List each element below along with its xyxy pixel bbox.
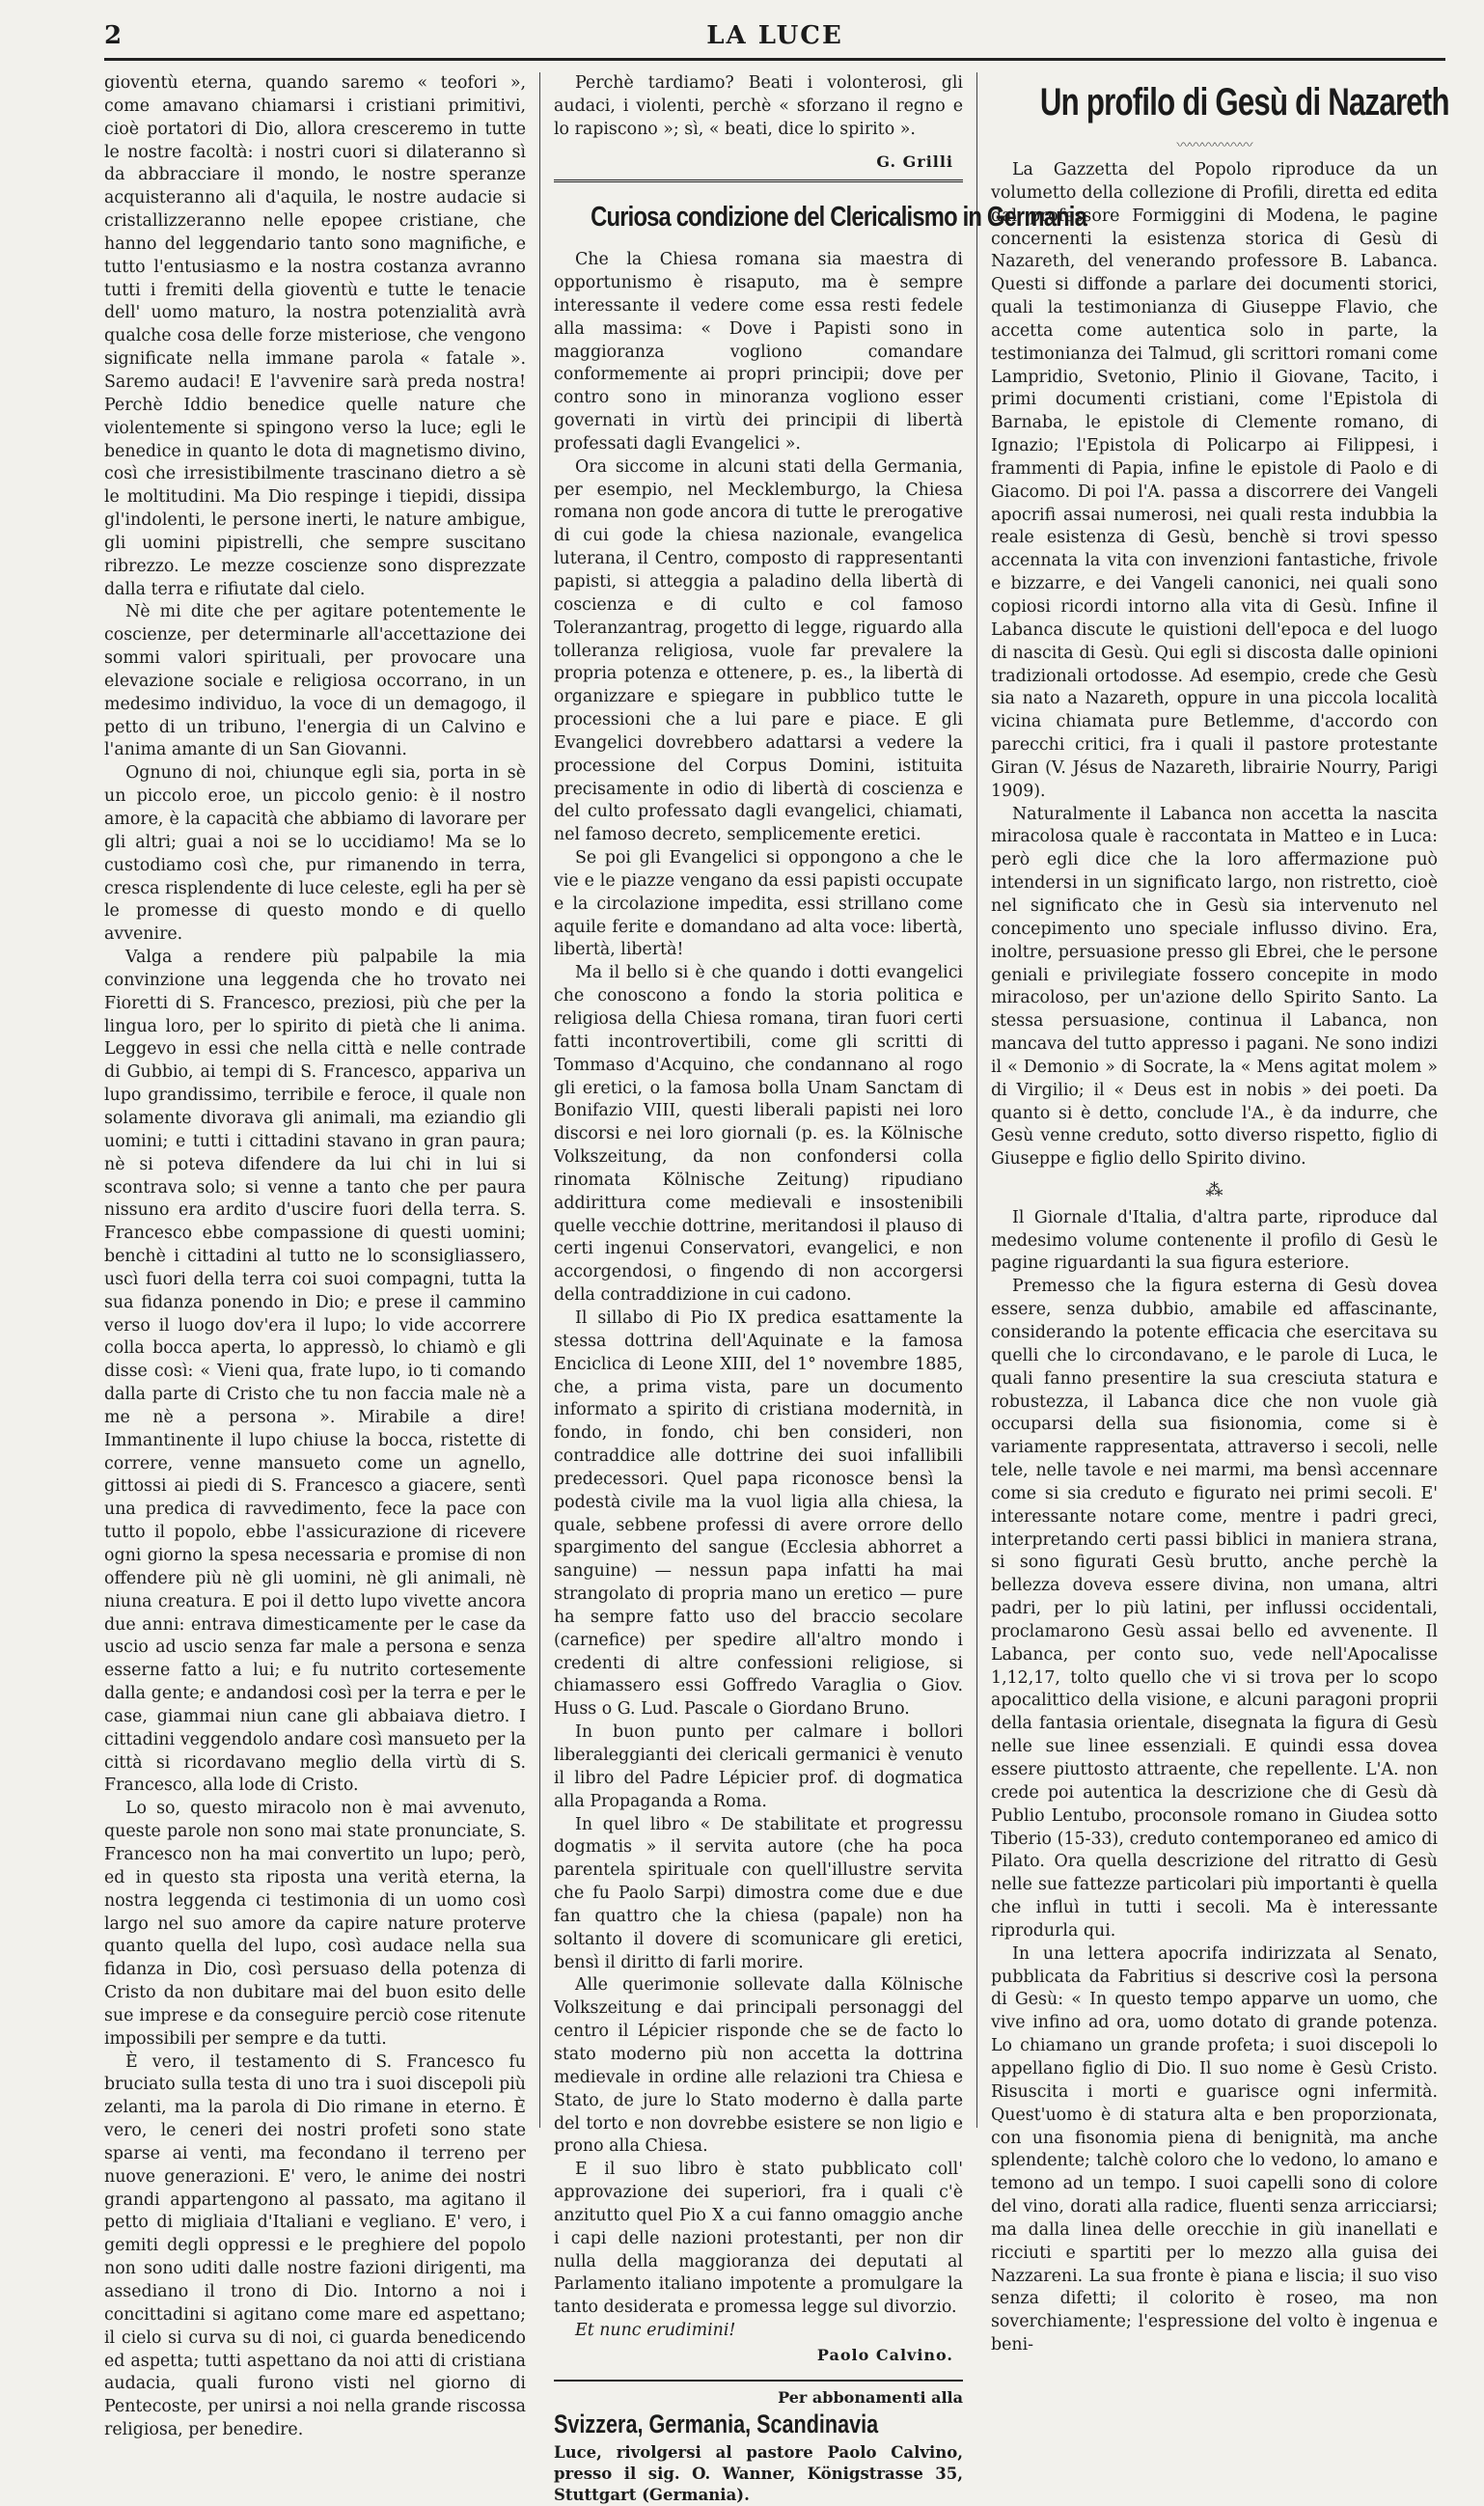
paragraph: Ora siccome in alcuni stati della Germania, per esempio, nel Mecklemburgo, la Chiesa romana non gode ancora di tutte le prerogative di cui gode la chiesa nazionale, evangelica luterana, il Centro, composto di rappresentanti papisti, si atteggia a paladino della libertà di coscienza e di culto e col famoso Toleranzantrag, progetto di legge, riguardo alla tolleranza religiosa, vuole far prevalere la propria potenza e ottenere, p. es., la libertà di organizzare e spiegare in pubblico tutte le processioni che a lui pare e piace. E gli Evangelici dovrebbero adattarsi a vedere la processione del Corpus Domini, istituita precisamente in odio di libertà di coscienza e del culto professato dagli evangelici, chiamati, nel famoso decreto, semplicemente eretici. xyxy=(554,456,963,845)
paragraph: Ma il bello si è che quando i dotti evangelici che conoscono a fondo la storia politica e religiosa della Chiesa romana, tiran fuori certi fatti incontrovertibili, come gli scritti di Tommaso d'Acquino, che condannano al rogo gli eretici, o la famosa bolla Unam Sanctam di Bonifazio VIII, questi liberali papisti nei loro discorsi e nei loro giornali (p. es. la Kölnische Volkszeitung, da non confondersi colla rinomata Kölnische Zeitung) ripudiano addirittura come medievali e insostenibili quelle vecchie dottrine, meritandosi il plauso di certi ingenui Conservatori, evangelici, e non accorgendosi, o fingendo di non accorgersi della contraddizione in cui cadono. xyxy=(554,963,963,1306)
paragraph: Che la Chiesa romana sia maestra di opportunismo è risaputo, ma è sempre interessante il vedere come essa resti fedele alla massima: « Dove i Papisti sono in maggioranza vogliono comandare conformemente ai propri principii; dove per contro sono in minoranza vogliono esser governati in virtù dei principii di libertà professati dagli Evangelici ». xyxy=(554,250,963,454)
paragraph: Premesso che la figura esterna di Gesù dovea essere, senza dubbio, amabile ed affascinante, considerando la potente efficacia che esercitava su quelli che lo circondavano, e le parole di Luca, le quali fanno presentire la sua cresciuta statura e robustezza, il Labanca dice che non vuole già occuparsi della sua fisionomia, come si è variamente rappresentata, attraverso i secoli, nelle tele, nelle tavole e nei marmi, ma bensì accennare come si sia creduto e figurato nei primi secoli. E' interessante notare come, mentre i padri greci, interpretando certi passi biblici in maniera strana, si sono figurati Gesù brutto, anche perchè la bellezza doveva essere divina, non umana, altri padri, per lo più latini, per influssi occidentali, proclamarono Gesù assai bello ed avvenente. Il Labanca, per conto suo, vede nell'Apocalisse 1,12,17, tolto quello che vi si trova per lo scopo apocalittico della visione, e alcuni paragoni proprii della fantasia orientale, disegnata la figura di Gesù nelle sue linee essenziali. E quindi essa dovea essere piuttosto attraente, che repellente. L'A. non crede poi autentica la descrizione che di Gesù dà Publio Lentubo, proconsole romano in Giudea sotto Tiberio (15-33), creduto contemporaneo ed amico di Pilato. Ora quella descrizione del ritratto di Gesù nelle sue fattezze particolari più importanti è quella che influì in tutti i secoli. Ma è interessante riprodurla qui. xyxy=(991,1277,1438,1941)
section-asterism: ⁂ xyxy=(1205,1180,1223,1201)
running-head xyxy=(104,19,1445,61)
author-signature: Paolo Calvino. xyxy=(816,2345,953,2364)
article-title: Curiosa condizione del Clericalismo in Germania xyxy=(591,202,1087,234)
closing-line: Et nunc erudimini! xyxy=(575,2321,736,2341)
paragraph: E il suo libro è stato pubblicato coll' approvazione dei superiori, fra i quali c'è anzitutto quel Pio X a cui fanno omaggio anche i capi delle nazioni protestanti, per non dir nulla della maggioranza dei deputati al Parlamento italiano impotente a promulgare la tanto desiderata e promessa legge sul divorzio. xyxy=(554,2160,963,2318)
paragraph: Il sillabo di Pio IX predica esattamente la stessa dottrina dell'Aquinate e la famosa Enciclica di Leone XIII, del 1° novembre 1885, che, a prima vista, pare un documento informato a spirito di cristiana modernità, in fondo, in fondo, chi ben consideri, non contraddice alle dottrine dei suoi infallibili predecessori. Quel papa riconosce bensì la podestà civile ma la vuol ligia alla chiesa, la quale, sebbene professi di avere orrore dello spargimento del sangue (Ecclesia abhorret a sanguine) — nessun papa infatti ha mai strangolato di propria mano un eretico — pure ha sempre fatto uso del braccio secolare (carnefice) per spedire all'altro mondo i credenti di altre confessioni religiose, si chiamassero essi Goffredo Varaglia o Giov. Huss o G. Lud. Pascale o Giordano Bruno. xyxy=(554,1308,963,1720)
paragraph: Alle querimonie sollevate dalla Kölnische Volkszeitung e dai principali personaggi del centro il Lépicier risponde che se de facto lo stato moderno più non accetta la dottrina medievale in ordine alle relazioni tra Chiesa e Stato, de jure lo Stato moderno è dalla parte del torto e non dovrebbe esistere se non ligio e prono alla Chiesa. xyxy=(554,1975,963,2157)
paragraph: Se poi gli Evangelici si oppongono a che le vie e le piazze vengano da essi papisti occupate e la circolazione impedita, essi strillano come aquile ferite e domandano ad alta voce: libertà, libertà, libertà! xyxy=(554,848,963,960)
paragraph: Naturalmente il Labanca non accetta la nascita miracolosa quale è raccontata in Matteo e in Luca: però egli dice che la loro affermazione può intendersi in un significato largo, non ristretto, cioè nel significato che in Gesù sia intervenuto nel concepimento uno speciale influsso divino. Era, inoltre, persuasione presso gli Ebrei, che le persone geniali e privilegiate fossero concepite in modo miracoloso, per un'azione dello Spirito Santo. La stessa persuasione, continua il Labanca, non mancava del tutto appresso i pagani. Ne sono indizi il « Demonio » di Socrate, la « Mens agitat molem » di Virgilio; il « Deus est in nobis » dei poeti. Da quanto si è detto, conclude l'A., è da indurre, che Gesù venne creduto, sotto diverso rispetto, figlio di Giuseppe e figlio dello Spirito divino. xyxy=(991,804,1438,1170)
title-ornament: 〰〰〰〰〰〰 xyxy=(1176,137,1252,153)
ad-side-text: Per abbonamenti alla xyxy=(778,2387,963,2407)
article-intro: Perchè tardiamo? Beati i volonterosi, gli audaci, i violenti, perchè « sforzano il regno e lo rapiscono »; sì, « beati, dice lo spirito ». xyxy=(554,73,963,139)
article-title: Un profilo di Gesù di Nazareth xyxy=(1039,81,1449,124)
columns xyxy=(104,72,1449,2505)
paragraph: Ognuno di noi, chiunque egli sia, porta in sè un piccolo eroe, un piccolo genio: è il nostro amore, è la capacità che abbiamo di lavorare per gli altri; guai a noi se lo uccidiamo! Ma se lo custodiamo così che, pur rimanendo in terra, cresca risplendente di luce celeste, egli ha per sè le promesse di questo mondo e di quello avvenire. xyxy=(104,763,526,945)
column-3 xyxy=(976,72,1449,2355)
column-2 xyxy=(540,72,1087,2505)
page-number: 2 xyxy=(104,21,123,50)
paragraph: Valga a rendere più palpabile la mia convinzione una leggenda che ho trovato nei Fioretti di S. Francesco, preziosi, più che per la lingua loro, per lo spirito di pietà che li anima. Leggevo in essi che nella città e nelle contrade di Gubbio, ai tempi di S. Francesco, appariva un lupo grandissimo, terribile e feroce, il quale non solamente divorava gli animali, ma eziandio gli uomini; e tutti i cittadini stavano in gran paura; nè si poteva difendere da lui chi in lui si scontrava solo; si venne a tanto che per paura nissuno era ardito d'uscire fuori della terra. S. Francesco ebbe compassione di questi uomini; benchè i cittadini al tutto ne lo sconsigliassero, uscì fuori della terra coi suoi compagni, tutta la sua fidanza ponendo in Dio; e prese il cammino verso il luogo dov'era il lupo; lo vide accorrere colla bocca aperta, lo appressò, lo chiamò e gli disse così: « Vieni qua, frate lupo, io ti comando dalla parte di Cristo che tu non faccia male nè a me nè a persona ». Mirabile a dire! Immantinente il lupo chiuse la bocca, ristette di correre, venne mansueto come un agnello, gittossi ai piedi di S. Francesco a giacere, sentì una predica di ravvedimento, fece la pace con tutto il popolo, ebbe l'assicurazione di ricevere ogni giorno la spesa necessaria e promise di non offendere più nè gli uomini, nè gli animali, nè niuna creatura. E poi il detto lupo vivette ancora due anni: entrava dimesticamente per le case da uscio ad uscio senza far male a persona e senza esserne fatto a lui; e fu nutrito cortesemente dalla gente; e andandosi così per la terra e per le case, giammai niun cane gli abbaiava dietro. I cittadini veggendolo andare così mansueto per la città si ricordavano meglio della virtù di S. Francesco, alla lode di Cristo. xyxy=(104,948,526,1796)
paragraph: È vero, il testamento di S. Francesco fu bruciato sulla testa di uno tra i suoi discepoli più zelanti, ma la parola di Dio rimane in eterno. È vero, le ceneri dei nostri profeti sono state sparse ai venti, ma fecondano il terreno per nuove generazioni. E' vero, le anime dei nostri grandi appartengono al passato, ma agitano il petto di migliaia d'Italiani e vegliano. E' vero, i gemiti degli oppressi e le preghiere del popolo non sono uditi dalle nostre fazioni dirigenti, ma assediano il trono di Dio. Intorno a noi i concittadini si agitano come mare ed aspettano; il cielo si curva su di noi, ci guarda benedicendo ed aspetta; tutti aspettano da noi atti di cristiana audacia, quali furono visti nel giorno di Pentecoste, per unirsi a noi nella grande riscossa religiosa, per benedire. xyxy=(104,2052,526,2440)
newspaper-title: LA LUCE xyxy=(706,21,843,50)
paragraph: La Gazzetta del Popolo riproduce da un volumetto della collezione di Profili, diretta ed edita dal professore Formiggini di Modena, le pagine concernenti la esistenza storica di Gesù di Nazareth, del venerando professore B. Labanca. Questi si diffonde a parlare dei documenti storici, quali la testimonianza di Giuseppe Flavio, che accetta come autentica solo in parte, la testimonianza dei Talmud, gli scrittori romani come Lampridio, Svetonio, Plinio il Giovane, Tacito, i primi documenti cristiani, come l'Epistola di Barnaba, le epistole di Clemente romano, di Ignazio; l'Epistola di Policarpo ai Filippesi, i frammenti di Papia, infine le epistole di Paolo e di Giacomo. Di poi l'A. passa a discorrere dei Vangeli apocrifi assai numerosi, nei quali resta indubbia la reale esistenza di Gesù, benchè si trovi spesso accennata la vita con invenzioni fantastiche, frivole e bizzarre, e dei Vangeli canonici, nei quali sono copiosi ricordi intorno alla vita di Gesù. Infine il Labanca discute le quistioni dell'epoca e del luogo di nascita di Gesù. Qui egli si discosta dalle opinioni tradizionali ortodosse. Ad esempio, crede che Gesù sia nato a Nazareth, oppure in una piccola località vicina chiamata pure Betlemme, d'accordo con parecchi critici, fra i quali il pastore protestante Giran (V. Jésus de Nazareth, librairie Nourry, Parigi 1909). xyxy=(991,159,1438,801)
author-signature: G. Grilli xyxy=(876,151,953,171)
subscription-ad xyxy=(554,2380,963,2506)
column-1 xyxy=(104,72,540,2440)
divider xyxy=(554,179,963,185)
ad-body: Luce, rivolgersi al pastore Paolo Calvino, presso il sig. O. Wanner, Königstrasse 35, Stuttgart (Germania). xyxy=(554,2442,963,2505)
paragraph: In quel libro « De stabilitate et progressu dogmatis » il servita autore (che ha poca parentela spirituale con quell'illustre servita che fu Paolo Sarpi) dimostra come due e due fan quattro che la chiesa (papale) non ha soltanto il dovere di scomunicare gli eretici, bensì il diritto di farli morire. xyxy=(554,1814,963,1972)
paragraph: Il Giornale d'Italia, d'altra parte, riproduce dal medesimo volume contenente il profilo di Gesù le pagine riguardanti la sua figura esteriore. xyxy=(991,1207,1438,1274)
paragraph: In buon punto per calmare i bollori liberaleggianti dei clericali germanici è venuto il libro del Padre Lépicier prof. di dogmatica alla Propaganda a Roma. xyxy=(554,1722,963,1811)
ad-headline: Svizzera, Germania, Scandinavia xyxy=(554,2410,879,2439)
paragraph: Lo so, questo miracolo non è mai avvenuto, queste parole non sono mai state pronunciate, S. Francesco non ha mai convertito un lupo; però, ed in questo sta riposta una verità eterna, la nostra leggenda ci testimonia di un uomo così largo nel suo amore da capire nature proterve quanto quella del lupo, così audace nella sua fidanza in Dio, così persuaso della potenza di Cristo da non dubitare mai del buon esito delle sue imprese e da conseguire perciò cose ritenute impossibili per sempre e da tutti. xyxy=(104,1799,526,2049)
paragraph: In una lettera apocrifa indirizzata al Senato, pubblicata da Fabritius si descrive così la persona di Gesù: « In questo tempo apparve un uomo, che vive infino ad ora, uomo dotato di grande potenza. Lo chiamano un grande profeta; i suoi discepoli lo appellano figlio di Dio. Il suo nome è Gesù Cristo. Risuscita i morti e guarisce ogni infermità. Quest'uomo è di statura alta e ben proporzionata, con una fisonomia piena di benignità, ma anche splendente; talchè coloro che lo vedono, lo amano e temono ad un tempo. I suoi capelli sono di colore del vino, dorati alla radice, fluenti senza arricciarsi; ma dalla linea delle orecchie in giù inanellati e ricciuti e spartiti per lo mezzo alla guisa dei Nazzareni. La sua fronte è piana e liscia; il suo viso senza difetti; il colorito è roseo, ma non soverchiamente; l'espressione del volto è ingenua e beni- xyxy=(991,1943,1438,2355)
paragraph: Nè mi dite che per agitare potentemente le coscienze, per determinarle all'accettazione dei sommi valori spirituali, per provocare una elevazione sociale e religiosa occorrano, in un medesimo individuo, la voce di un demagogo, il petto di un tribuno, l'energia di un Calvino e l'anima amante di un San Giovanni. xyxy=(104,602,526,760)
paragraph: gioventù eterna, quando saremo « teofori », come amavano chiamarsi i cristiani primitivi, cioè portatori di Dio, allora cresceremo in tutte le nostre facoltà: i nostri cuori si dilateranno sì da abbracciare il mondo, le nostre speranze acquisteranno ali d'aquila, le nostre audacie si cristallizzeranno nelle epopee cristiane, che hanno del leggendario tanto sono magnifiche, e tutto l'entusiasmo e la nostra costanza avranno tutti i fremiti della gioventù e tutte le tenacie dell' uomo maturo, la nostra potenzialità avrà qualche cosa delle forze misteriose, che vengono significate nella immane parola « fatale ». Saremo audaci! E l'avvenire sarà preda nostra! Perchè Iddio benedice quelle nature che violentemente si spingono verso la luce; egli le benedice in quanto le dota di magnetismo divino, così che irresistibilmente trascinano dietro a sè le moltitudini. Ma Dio respinge i tiepidi, dissipa gl'indolenti, le persone inerti, le nature ambigue, gli uomini pipistrelli, che sempre suscitano ribrezzo. Le mezze coscienze sono disprezzate dalla terra e rifiutate dal cielo. xyxy=(104,73,526,599)
